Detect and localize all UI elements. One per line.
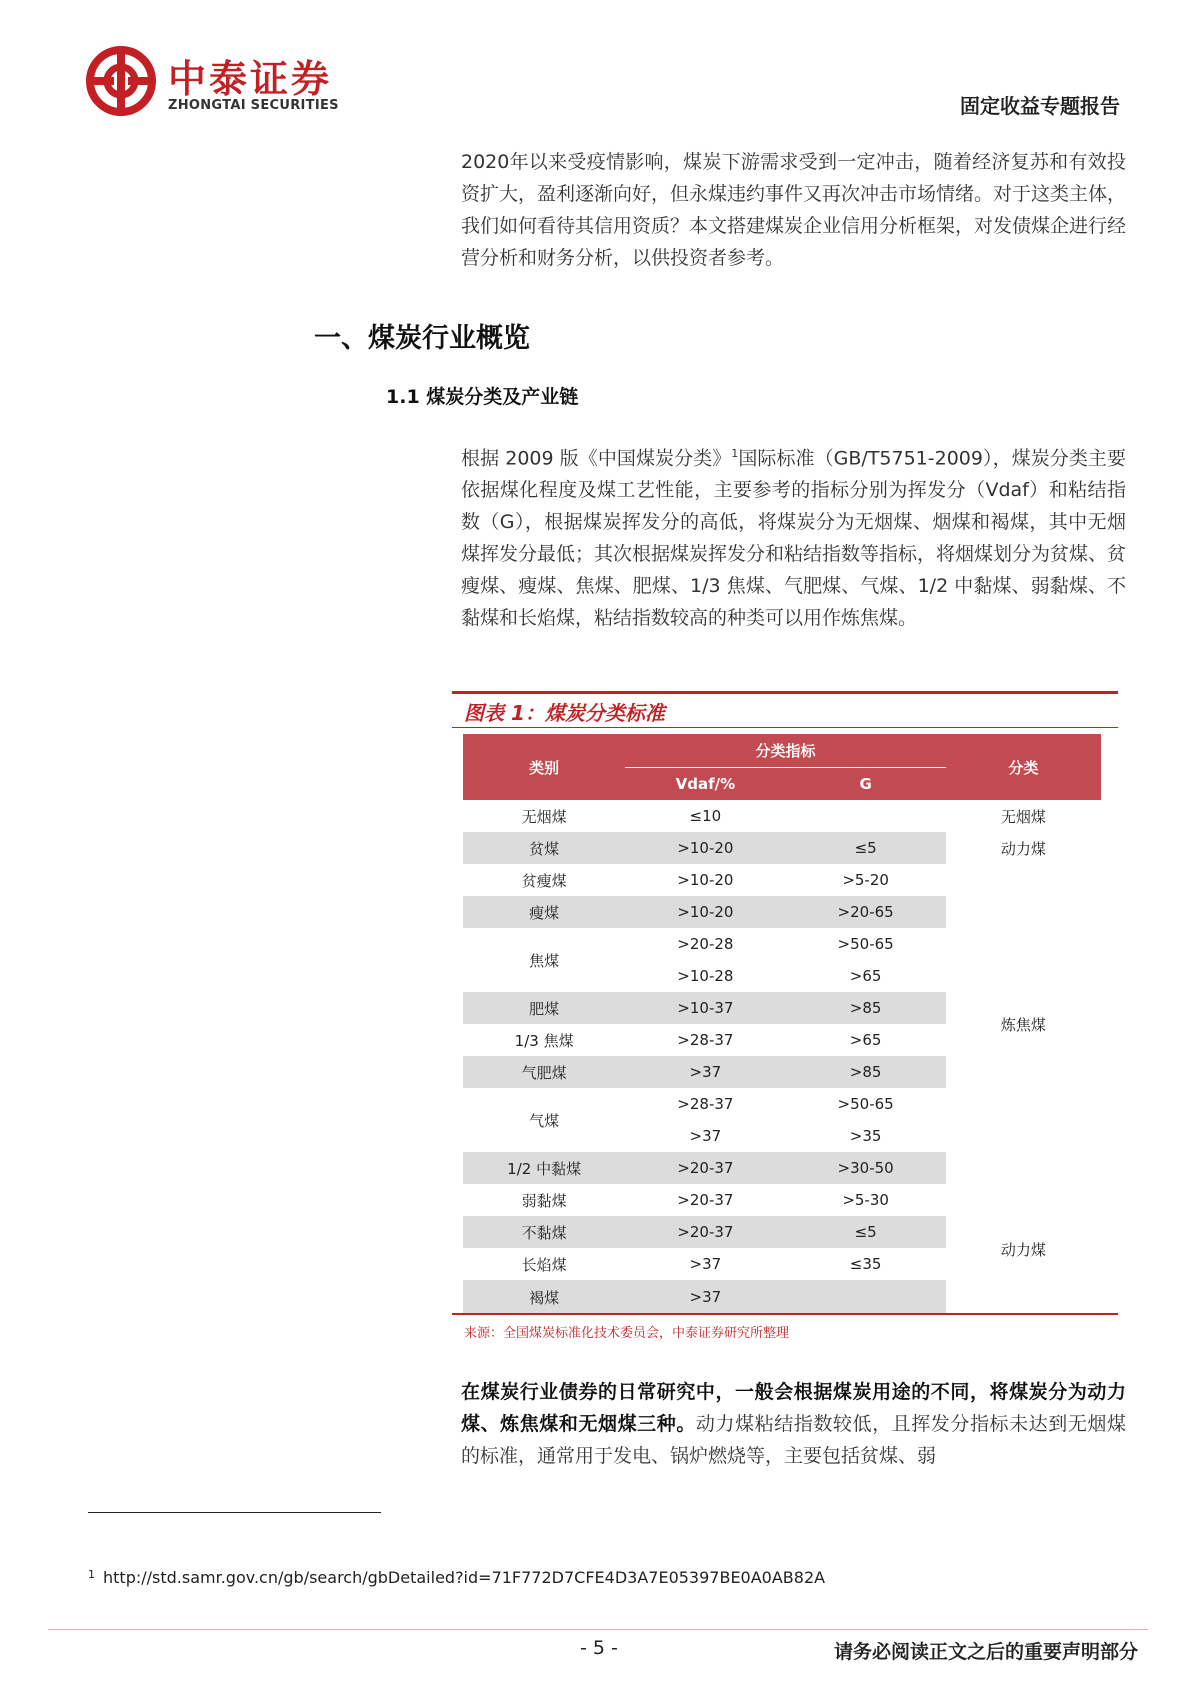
cell-category: 长焰煤 (521, 1255, 567, 1274)
cell-vdaf: >10-37 (625, 992, 785, 1024)
zhongtai-logo-icon (86, 46, 156, 116)
cell-vdaf: >10-20 (625, 896, 785, 928)
cell-class-coking: 炼焦煤 (946, 864, 1101, 1184)
section-title: 一、煤炭行业概览 (314, 323, 530, 354)
cell-vdaf: ≤10 (689, 807, 722, 825)
cell-g: ≤35 (849, 1255, 882, 1273)
table-row (463, 1184, 1101, 1216)
cell-g: >65 (849, 1031, 882, 1049)
cell-category: 无烟煤 (521, 807, 567, 826)
coal-classification-table (463, 734, 1101, 1314)
brand-name-cn: 中泰证券 (168, 57, 333, 101)
cell-g: >5-20 (842, 871, 889, 889)
figure-top-rule (452, 691, 1118, 694)
cell-g: ≤5 (786, 1216, 946, 1248)
header-class: 分类 (946, 734, 1101, 800)
cell-category: 不黏煤 (463, 1216, 625, 1248)
cell-g: >5-30 (842, 1191, 889, 1209)
cell-class-power: 动力煤 (946, 832, 1101, 864)
footnote-url[interactable]: http://std.samr.gov.cn/gb/search/gbDetailed?id=71F772D7CFE4D3A7E05397BE0A0AB82A (103, 1568, 826, 1587)
cell-vdaf: >20-37 (625, 1152, 785, 1184)
table-row (463, 832, 1101, 864)
cell-category: 气肥煤 (463, 1056, 625, 1088)
cell-g: >65 (849, 967, 882, 985)
table-row (463, 800, 1101, 832)
cell-vdaf: >37 (689, 1255, 722, 1273)
report-type: 固定收益专题报告 (960, 94, 1120, 118)
cell-g: ≤5 (786, 832, 946, 864)
figure-source: 来源：全国煤炭标准化技术委员会，中泰证券研究所整理 (464, 1326, 790, 1341)
figure-title-rule (452, 727, 1118, 728)
cell-category: 褐煤 (463, 1280, 625, 1314)
para2-text-after: 国际标准（GB/T5751-2009），煤炭分类主要依据煤化程度及煤工艺性能，主要参考的指标分别为挥发分（Vdaf）和粘结指数（G），根据煤炭挥发分的高低，将煤炭分为无烟煤、烟煤和褐煤，其中无烟煤挥发分最低；其次根据煤炭挥发分和粘结指数等指标，将烟煤划分为贫煤、贫瘦煤、瘦煤、焦煤、肥煤、1/3 焦煤、气肥煤、气煤、1/2 中黏煤、弱黏煤、不黏煤和长焰煤，粘结指数较高的种类可以用作炼焦煤。 (461, 447, 1127, 630)
header-vdaf: Vdaf/% (625, 767, 785, 800)
footnote-number: 1 (88, 1568, 95, 1581)
header-category: 类别 (463, 734, 625, 800)
cell-vdaf: >10-28 (677, 967, 734, 985)
para3-text: 动力煤粘结指数较低，且挥发分指标未达到无烟煤的标准，通常用于发电、锅炉燃烧等，主要包括贫煤、弱 (461, 1413, 1126, 1467)
cell-vdaf: >20-37 (625, 1216, 785, 1248)
brand-name-en: ZHONGTAI SECURITIES (168, 98, 339, 113)
usage-paragraph (461, 1376, 1126, 1472)
cell-vdaf: >37 (689, 1127, 722, 1145)
footer-disclaimer: 请务必阅读正文之后的重要声明部分 (833, 1641, 1138, 1663)
cell-category: 贫煤 (463, 832, 625, 864)
subsection-title: 1.1 煤炭分类及产业链 (386, 386, 579, 408)
cell-category: 气煤 (529, 1111, 560, 1130)
cell-g: >35 (849, 1127, 882, 1145)
classification-paragraph (461, 438, 1126, 634)
cell-vdaf: >28-37 (677, 1095, 734, 1113)
cell-vdaf: >20-37 (677, 1191, 734, 1209)
cell-vdaf: >37 (625, 1056, 785, 1088)
cell-g: >30-50 (786, 1152, 946, 1184)
cell-category: 弱黏煤 (521, 1191, 567, 1210)
footer-rule (48, 1629, 1148, 1630)
cell-g (786, 800, 946, 832)
figure-title: 图表 1：煤炭分类标准 (464, 701, 665, 725)
cell-g: >50-65 (837, 935, 894, 953)
cell-g: >85 (786, 1056, 946, 1088)
header-index-group: 分类指标 (625, 734, 946, 767)
cell-category: 1/2 中黏煤 (463, 1152, 625, 1184)
header-g: G (786, 767, 946, 800)
footnote (88, 1568, 825, 1587)
cell-category: 焦煤 (529, 951, 560, 970)
intro-paragraph (461, 146, 1126, 274)
page-number: - 5 - (580, 1637, 618, 1659)
cell-vdaf: >10-20 (625, 832, 785, 864)
cell-class-anthracite: 无烟煤 (946, 800, 1101, 832)
para2-text-before: 根据 2009 版《中国煤炭分类》 (461, 447, 732, 470)
cell-category: 1/3 焦煤 (514, 1031, 574, 1050)
intro-text: 2020年以来受疫情影响，煤炭下游需求受到一定冲击，随着经济复苏和有效投资扩大，盈利逐渐向好，但永煤违约事件又再次冲击市场情绪。对于这类主体，我们如何看待其信用资质？本文搭建煤炭企业信用分析框架，对发债煤企进行经营分析和财务分析，以供投资者参考。 (461, 151, 1127, 269)
para3-bold-text: 在煤炭行业债券的日常研究中，一般会根据煤炭用途的不同，将煤炭分为动力煤、炼焦煤和无烟煤三种。 (461, 1381, 1126, 1435)
cell-g: >50-65 (837, 1095, 894, 1113)
cell-vdaf: >20-28 (677, 935, 734, 953)
cell-g: >20-65 (786, 896, 946, 928)
cell-vdaf: >10-20 (677, 871, 734, 889)
company-logo (86, 46, 386, 126)
cell-category: 肥煤 (463, 992, 625, 1024)
table-row (463, 864, 1101, 896)
footnote-ref[interactable]: 1 (731, 447, 739, 460)
cell-vdaf: >28-37 (677, 1031, 734, 1049)
cell-category: 贫瘦煤 (521, 871, 567, 890)
table-header-row (463, 734, 1101, 767)
cell-g (786, 1280, 946, 1314)
cell-vdaf: >37 (625, 1280, 785, 1314)
cell-g: >85 (786, 992, 946, 1024)
cell-category: 瘦煤 (463, 896, 625, 928)
footnote-rule (88, 1512, 381, 1513)
cell-class-power: 动力煤 (946, 1184, 1101, 1314)
figure-bottom-rule (452, 1313, 1118, 1315)
